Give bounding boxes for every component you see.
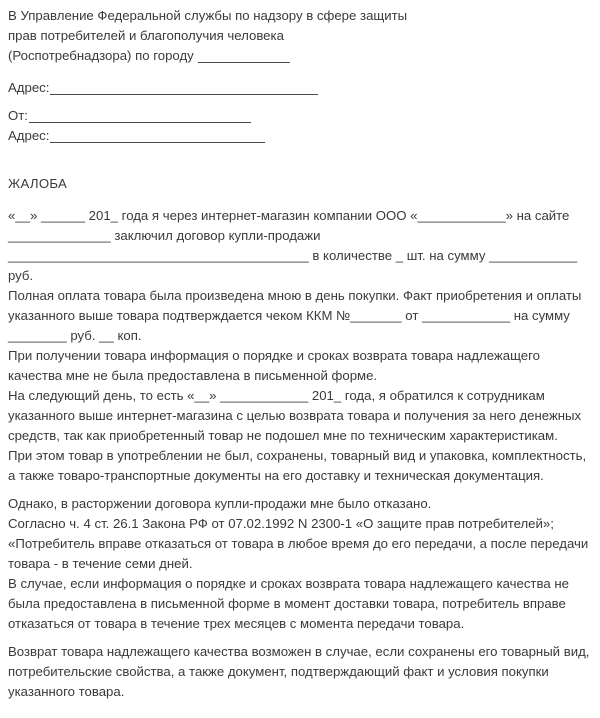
from-fill-rule[interactable] [29,111,251,123]
addressee-line-2: прав потребителей и благополучия человека [8,28,284,43]
body-paragraph-6: Однако, в расторжении договора купли-продажи мне было отказано. [8,496,432,511]
body-paragraph-4: На следующий день, то есть «__» ____________ 201_ года, я обратился к сотрудникам указанного выше интернет-магазина с целью возврата товара и получения за него денежных средств, так как приобретенный товар не подошел мне по техническим характеристикам. [8,388,585,443]
body-paragraph-3: При получении товара информация о порядке и сроках возврата товара надлежащего качества мне не была предоставлена в письменной форме. [8,348,544,383]
body-paragraph-7: Согласно ч. 4 ст. 26.1 Закона РФ от 07.02.1992 N 2300-1 «О защите прав потребителей»; [8,516,554,531]
spacer-before-however [8,486,596,494]
addressee-line-1: В Управление Федеральной службы по надзору в сфере защиты [8,8,408,23]
city-fill-rule[interactable] [198,51,290,63]
from-field-row [8,106,596,126]
addressee-line-3 [8,46,596,66]
address-label: Адрес: [8,80,50,95]
address-fill-rule[interactable] [50,83,318,95]
addressee-city-prefix: (Роспотребнадзора) по городу [8,48,198,63]
body-paragraph-5: При этом товар в употреблении не был, сохранены, товарный вид и упаковка, комплектность, а также товаро-транспортные документы на его доставку и техническая документация. [8,448,590,483]
spacer-after-title [8,194,596,206]
body-paragraph-10: Возврат товара надлежащего качества возможен в случае, если сохранены его товарный вид, потребительские свойства, а также документ, подтверждающий факт и условия покупки указанного товара. [8,644,594,699]
address2-fill-rule[interactable] [50,131,265,143]
document-title: ЖАЛОБА [8,176,68,191]
address2-field-row [8,126,596,146]
spacer-before-title-2 [8,162,596,174]
from-label: От: [8,108,28,123]
body-paragraph-2: Полная оплата товара была произведена мною в день покупки. Факт приобретения и оплаты указанного выше товара подтверждается чеком ККМ №_______ от ____________ на сумму ________ руб. __ коп. [8,288,586,343]
body-paragraph-9: В случае, если информация о порядке и сроках возврата товара надлежащего качества не была предоставлена в письменной форме в момент доставки товара, потребитель вправе отказаться от товара в течение трех месяцев с момента передачи товара. [8,576,573,631]
spacer-before-title [8,146,596,162]
address-field-row [8,78,596,98]
spacer-after-address [8,98,596,106]
body-paragraph-8: «Потребитель вправе отказаться от товара в любое время до его передачи, а после передачи товара - в течение семи дней. [8,536,592,571]
spacer-before-last [8,634,596,642]
addressee-block [8,6,596,66]
spacer-after-addressee [8,66,596,78]
body-paragraph-1: «__» ______ 201_ года я через интернет-магазин компании ООО «____________» на сайте ______________ заключил договор купли-продажи _________________________________________ в количестве _ шт. на сумму ____________ руб. [8,208,581,283]
address2-label: Адрес: [8,128,50,143]
